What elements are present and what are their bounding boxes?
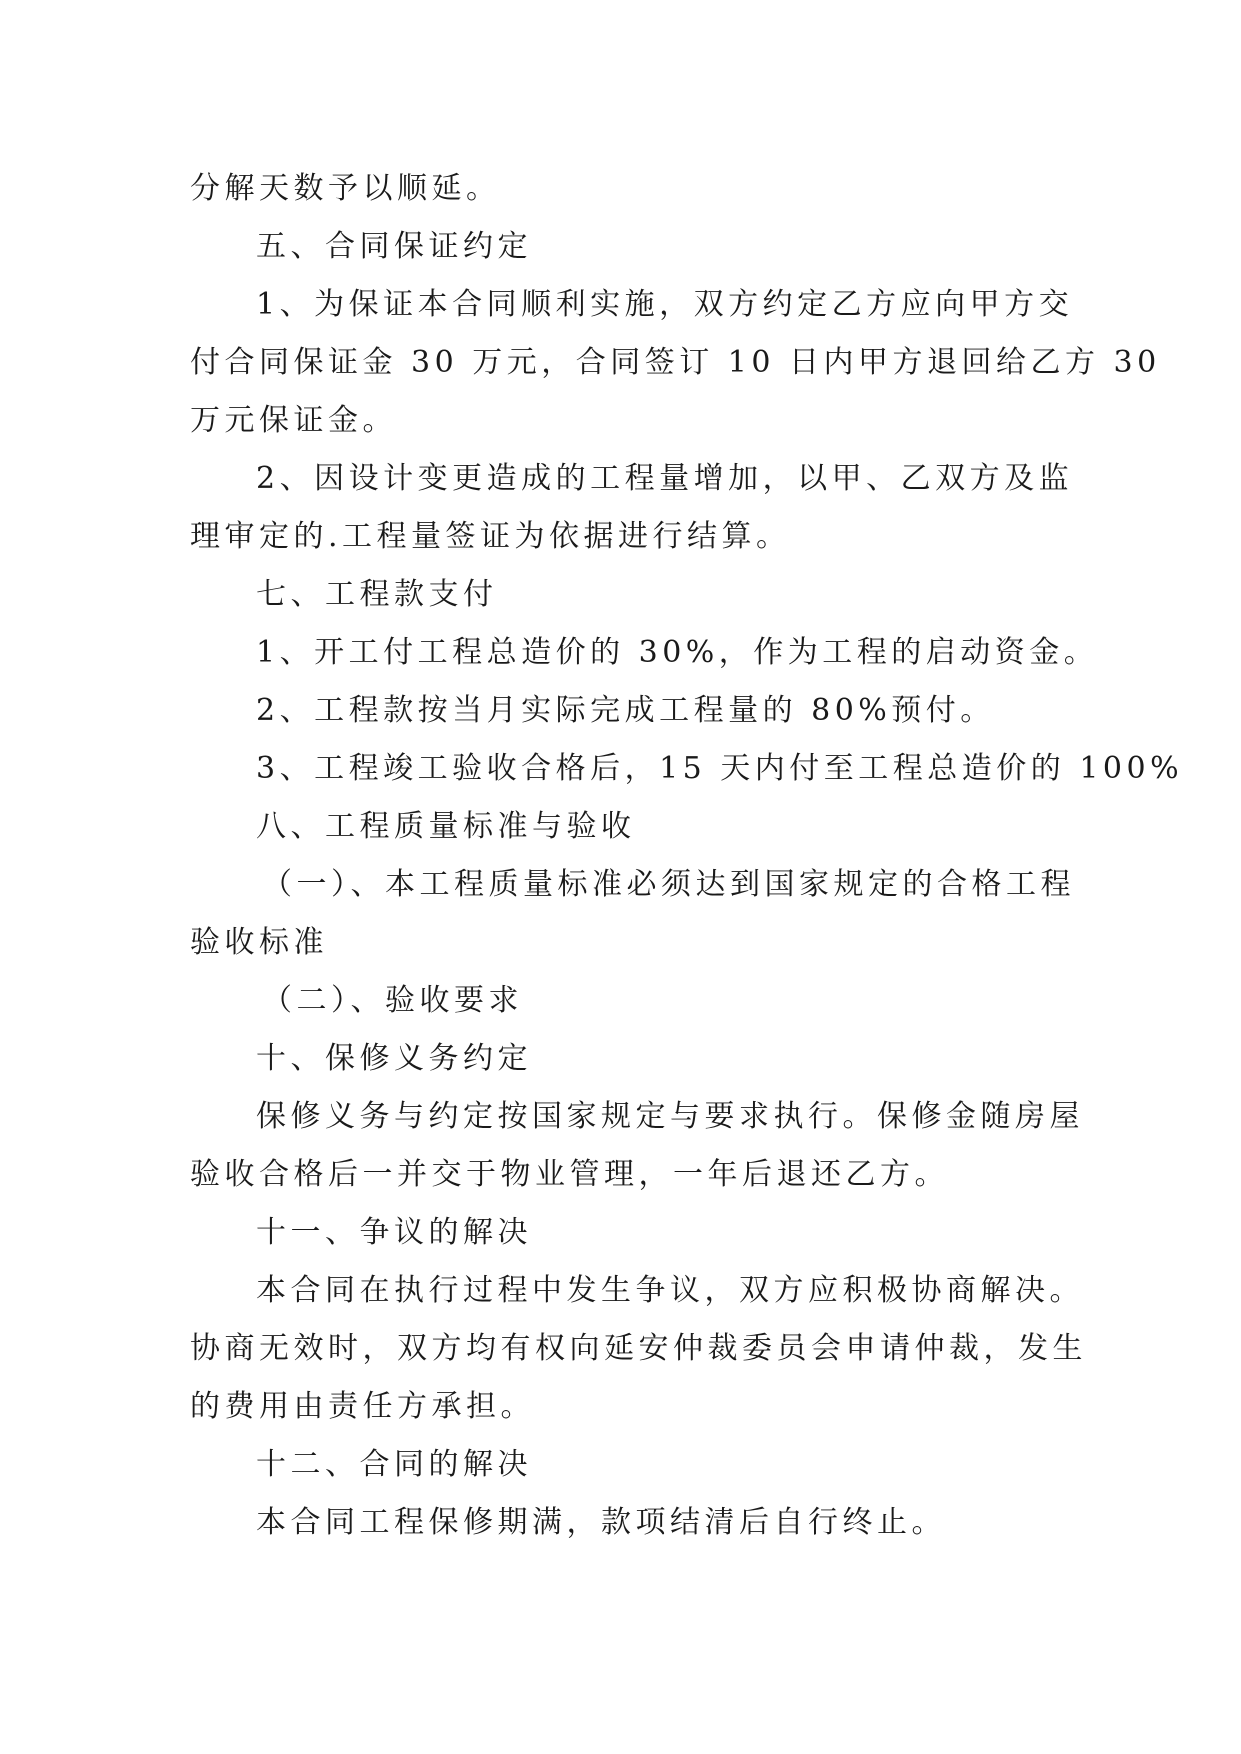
text-line: 验收合格后一并交于物业管理，一年后退还乙方。 — [190, 1157, 949, 1192]
text-line: 的费用由责任方承担。 — [190, 1389, 535, 1424]
text-line: 1、开工付工程总造价的 30%，作为工程的启动资金。 — [256, 635, 1099, 670]
text-line: 本合同在执行过程中发生争议，双方应积极协商解决。 — [256, 1273, 1084, 1308]
text-line: 分解天数予以顺延。 — [190, 171, 501, 206]
text-line: 2、工程款按当月实际完成工程量的 80%预付。 — [256, 693, 995, 728]
text-line: 2、因设计变更造成的工程量增加，以甲、乙双方及监 — [256, 461, 1074, 496]
text-line: 协商无效时，双方均有权向延安仲裁委员会申请仲裁，发生 — [190, 1331, 1087, 1366]
section-heading-contract-guarantee: 五、合同保证约定 — [256, 229, 532, 264]
document-body — [190, 160, 1184, 1552]
text-line: 验收标准 — [190, 925, 328, 960]
section-heading-dispute: 十一、争议的解决 — [256, 1215, 532, 1250]
text-line: 1、为保证本合同顺利实施，双方约定乙方应向甲方交 — [256, 287, 1074, 322]
section-heading-quality: 八、工程质量标准与验收 — [256, 809, 636, 844]
text-line: 付合同保证金 30 万元，合同签订 10 日内甲方退回给乙方 30 — [190, 345, 1161, 380]
text-line: 理审定的.工程量签证为依据进行结算。 — [190, 519, 791, 554]
section-heading-payment: 七、工程款支付 — [256, 577, 498, 612]
text-line: 保修义务与约定按国家规定与要求执行。保修金随房屋 — [256, 1099, 1084, 1134]
text-line: 本合同工程保修期满，款项结清后自行终止。 — [256, 1505, 946, 1540]
section-heading-termination: 十二、合同的解决 — [256, 1447, 532, 1482]
text-line: （一）、本工程质量标准必须达到国家规定的合格工程 — [262, 867, 1075, 902]
text-line: 万元保证金。 — [190, 403, 397, 438]
text-line: 3、工程竣工验收合格后，15 天内付至工程总造价的 100% — [256, 751, 1184, 786]
text-line: （二）、验收要求 — [262, 983, 523, 1018]
section-heading-warranty: 十、保修义务约定 — [256, 1041, 532, 1076]
